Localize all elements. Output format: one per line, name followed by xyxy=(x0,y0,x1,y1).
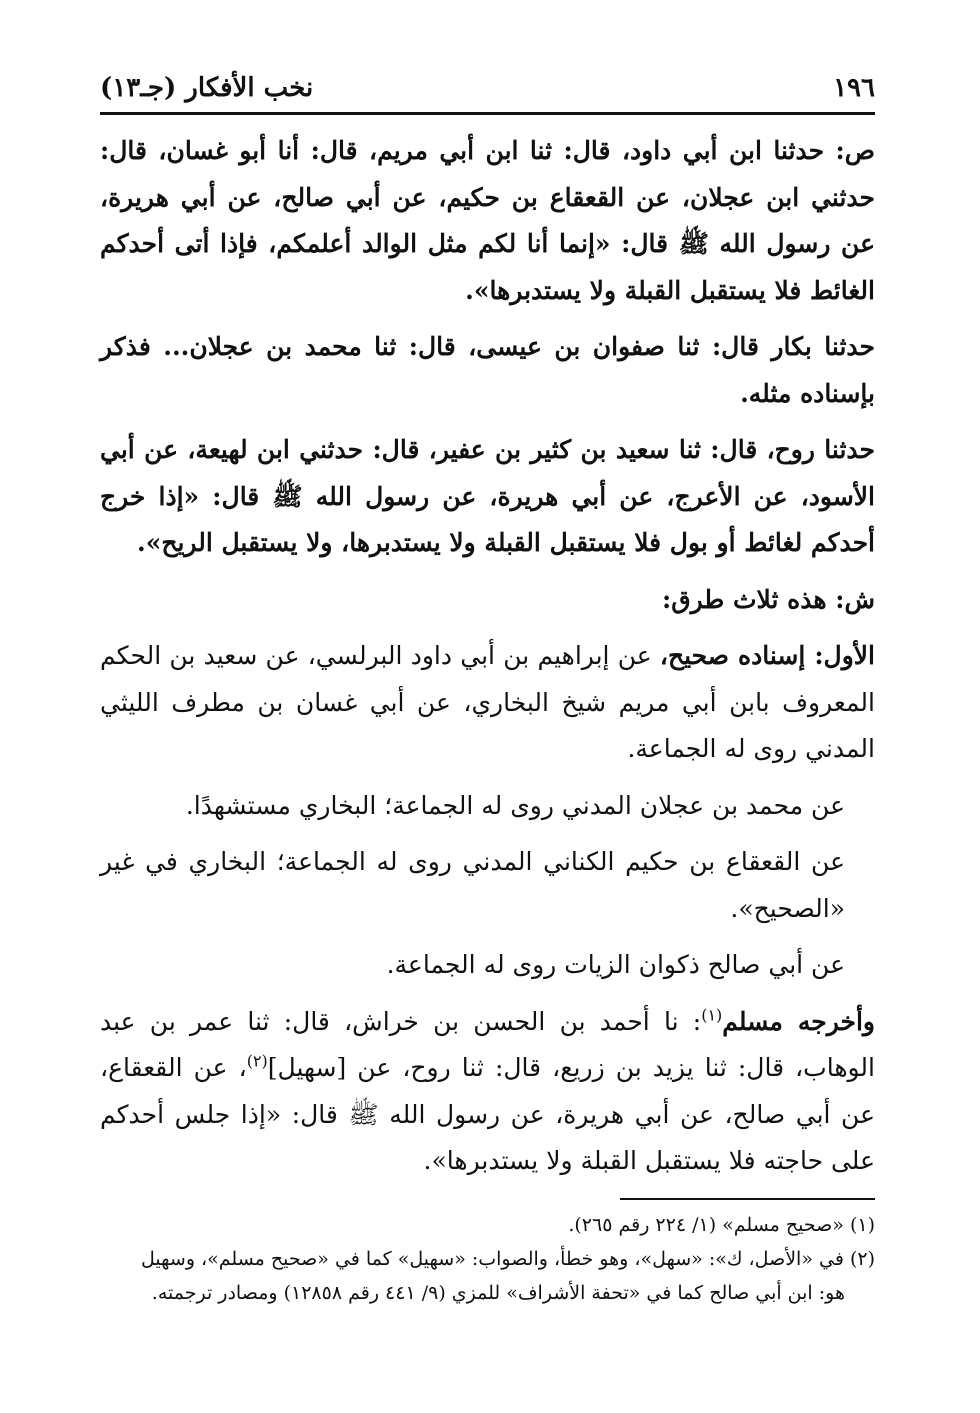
narrator-line-2: عن القعقاع بن حكيم الكناني المدني روى له الجماعة؛ البخاري في غير «الصحيح». xyxy=(100,847,845,923)
running-header xyxy=(100,68,875,108)
paragraph-first-path xyxy=(100,633,875,773)
muslim-text-1: : نا أحمد بن الحسن بن خراش، قال: ثنا عمر بن عبد الوهاب، قال: ثنا يزيد بن زريع، قال: ثنا روح، عن [سهيل] xyxy=(100,1006,875,1082)
header-divider xyxy=(100,112,875,115)
paragraph-2: حدثنا بكار قال: ثنا صفوان بن عيسى، قال: ثنا محمد بن عجلان... فذكر بإسناده مثله. xyxy=(100,332,875,408)
book-title: نخب الأفكار (جـ١٣) xyxy=(100,73,314,103)
footnote-2: (٢) في «الأصل، ك»: «سهل»، وهو خطأ، والصواب: «سهيل» كما في «صحيح مسلم»، وسهيل xyxy=(141,1248,875,1270)
footnotes xyxy=(100,1208,875,1310)
footnote-ref-2[interactable]: (٢) xyxy=(246,1051,268,1071)
paragraph-3: حدثنا روح، قال: ثنا سعيد بن كثير بن عفير، قال: حدثني ابن لهيعة، عن أبي الأسود، عن الأعرج، عن أبي هريرة، عن رسول الله ﷺ قال: «إذا خرج أحدكم لغائط أو بول فلا يستقبل القبلة ولا يستدبرها، ولا يستقبل الريح». xyxy=(100,435,875,557)
narrator-line-1: عن محمد بن عجلان المدني روى له الجماعة؛ البخاري مستشهدًا. xyxy=(185,790,845,820)
footnote-2-continued: هو: ابن أبي صالح كما في «تحفة الأشراف» للمزي (٩/ ٤٤١ رقم ١٢٨٥٨) ومصادر ترجمته. xyxy=(151,1282,845,1304)
footnote-1: (١) «صحيح مسلم» (١/ ٢٢٤ رقم ٢٦٥). xyxy=(568,1214,875,1236)
first-path-text: عن إبراهيم بن أبي داود البرلسي، عن سعيد بن الحكم المعروف بابن أبي مريم شيخ البخاري، عن أبي غسان بن مطرف الليثي المدني روى له الجماعة. xyxy=(100,641,875,763)
muslim-lead: وأخرجه مسلم xyxy=(722,1006,875,1036)
paragraph-muslim xyxy=(100,999,875,1185)
first-path-lead: الأول: إسناده صحيح، xyxy=(659,641,875,670)
narrator-line-3: عن أبي صالح ذكوان الزيات روى له الجماعة. xyxy=(386,950,845,979)
footnote-divider xyxy=(620,1198,875,1200)
paragraph-1: ص: حدثنا ابن أبي داود، قال: ثنا ابن أبي مريم، قال: أنا أبو غسان، قال: حدثني ابن عجلان، عن القعقاع بن حكيم، عن أبي صالح، عن أبي هريرة، عن رسول الله ﷺ قال: «إنما أنا لكم مثل الوالد أعلمكم، فإذا أتى أحدكم الغائط فلا يستقبل القبلة ولا يستدبرها». xyxy=(100,136,875,305)
page-number: ١٩٦ xyxy=(833,73,875,103)
main-text xyxy=(100,128,875,1195)
section-heading: ش: هذه ثلاث طرق: xyxy=(662,584,875,614)
footnote-ref-1[interactable]: (١) xyxy=(701,1005,723,1025)
muslim-text-2: ، عن القعقاع، عن أبي صالح، عن أبي هريرة، عن رسول الله ﷺ قال: «إذا جلس أحدكم على حاجته فلا يستقبل القبلة ولا يستدبرها». xyxy=(100,1053,875,1175)
